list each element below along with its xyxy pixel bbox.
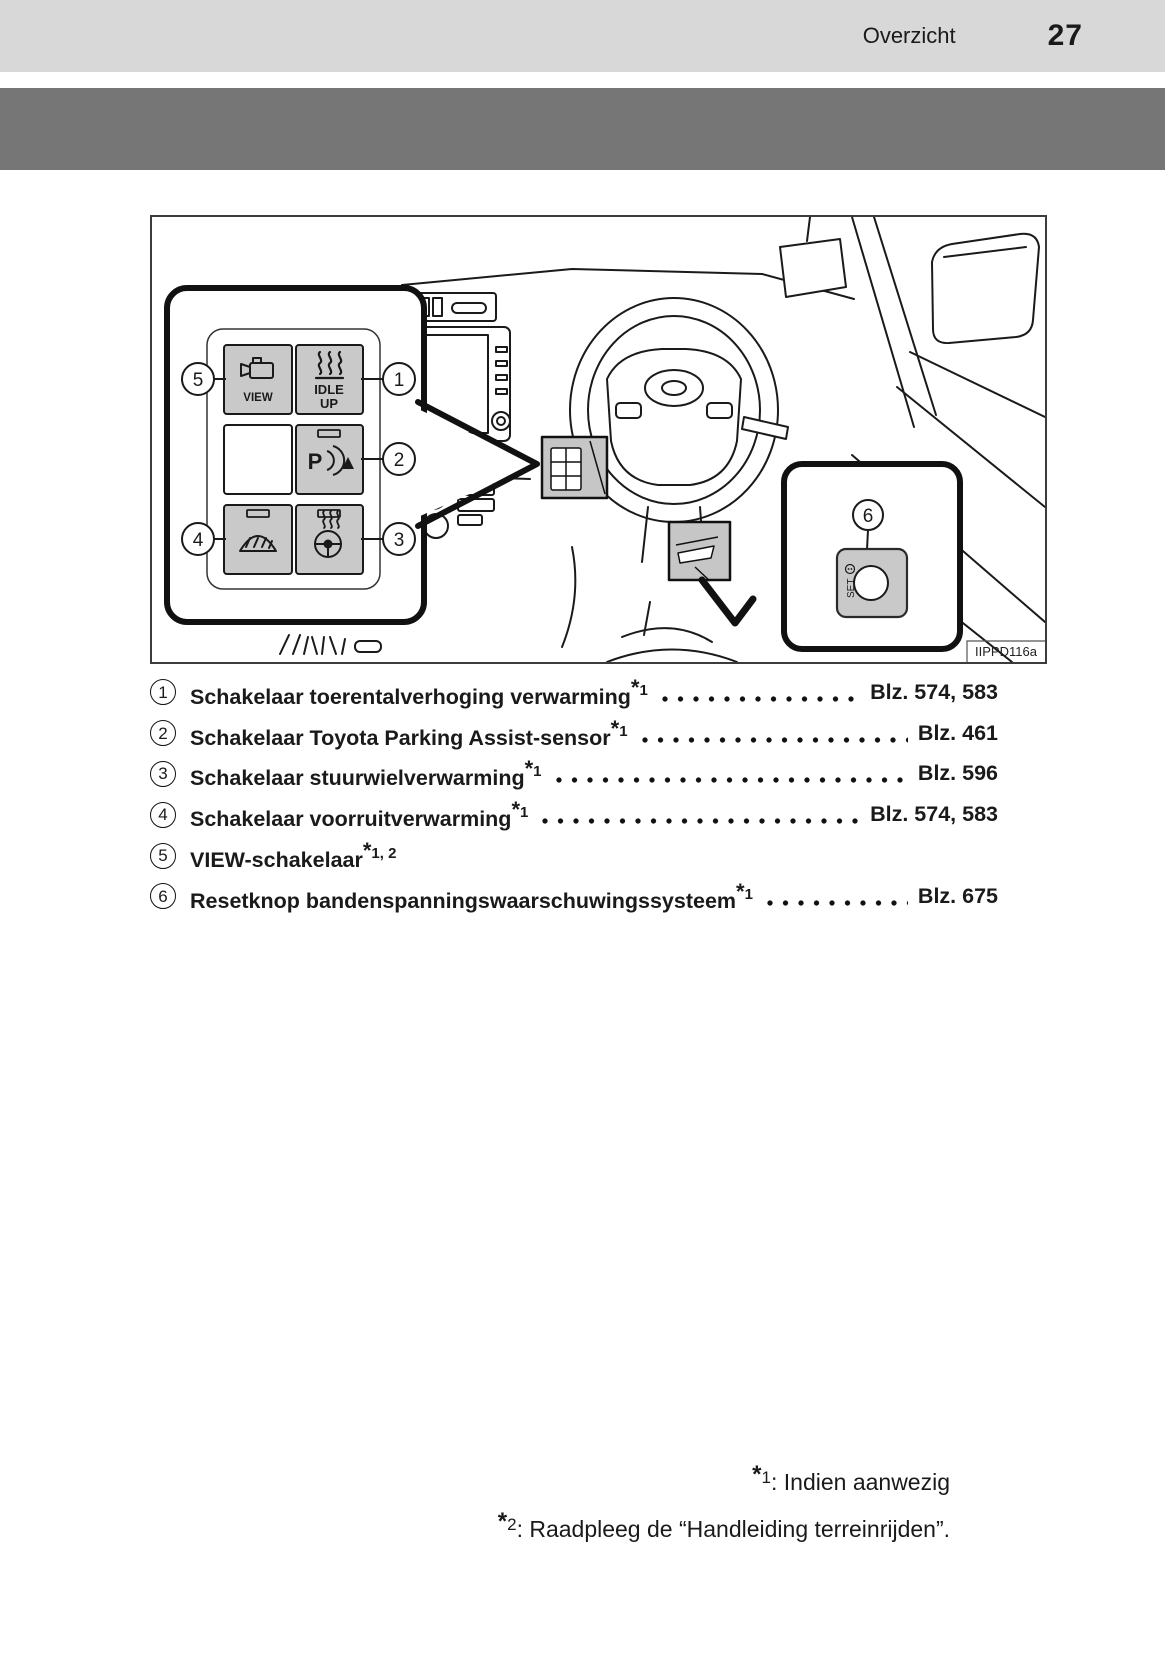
callout-4: 4 [192, 530, 204, 551]
side-mirror-icon [932, 234, 1039, 343]
section-band [0, 88, 1165, 170]
footnotes [0, 1455, 950, 1549]
set-button-label: SET [846, 578, 857, 598]
idle-up-label-1: IDLE [314, 382, 344, 397]
footnote-marker: * [736, 878, 745, 904]
item-label: Schakelaar voorruitverwarming*$^1$ [190, 797, 529, 832]
item-label: VIEW-schakelaar*$^{1, 2}$ [190, 838, 397, 873]
dashboard-figure [150, 215, 1047, 664]
tpms-set-button [837, 549, 907, 617]
callout-6: 6 [862, 506, 874, 527]
item-label: Schakelaar toerentalverhoging verwarming*$^1$ [190, 674, 648, 709]
dot-leader [556, 777, 908, 785]
heat-waves-icon [316, 352, 343, 378]
list-item [150, 835, 998, 876]
list-item [150, 754, 998, 795]
tpms-button-location-highlight [669, 522, 730, 581]
page-header [0, 0, 1165, 72]
svg-text:P: P [307, 449, 323, 474]
blank-switch [224, 425, 292, 494]
page-reference: Blz. 596 [917, 761, 998, 786]
item-label: Schakelaar Toyota Parking Assist-sensor*$^1$ [190, 715, 628, 750]
callout-2: 2 [393, 450, 405, 471]
steering-heater-switch [296, 505, 363, 574]
overview-list [150, 672, 998, 917]
footnote-marker: * [524, 756, 534, 782]
dot-leader [662, 695, 860, 703]
tpms-callout-box [784, 464, 960, 649]
page-reference: Blz. 461 [917, 720, 998, 745]
switch-panel-callout-box [167, 288, 537, 622]
item-number: 2 [150, 720, 176, 746]
footnote-marker: * [752, 1461, 762, 1488]
item-label: Resetknop bandenspanningswaarschuwingssysteem*$^1$ [190, 878, 753, 913]
switch-panel-location-highlight [542, 437, 607, 498]
dashboard-illustration [152, 217, 1045, 662]
page-reference: Blz. 574, 583 [870, 679, 998, 704]
chapter-title: Overzicht [862, 23, 956, 48]
dot-leader [542, 818, 860, 826]
callout-arrow [702, 580, 753, 623]
figure-code: IIPPD116a [975, 644, 1037, 659]
footnote-marker: * [497, 1508, 508, 1535]
list-item [150, 794, 998, 835]
footnote-marker: * [511, 797, 521, 823]
hatch-marks [280, 635, 381, 654]
item-number: 5 [150, 843, 176, 869]
item-number: 4 [150, 802, 176, 828]
item-label: Schakelaar stuurwielverwarming*$^1$ [190, 756, 542, 791]
figure-code-box [967, 641, 1045, 662]
list-item [150, 672, 998, 713]
footnote-marker: * [610, 715, 620, 741]
footnote-1: *$^1$: Indien aanwezig [752, 1461, 950, 1495]
footnote-2: *$^2$: Raadpleeg de “Handleiding terreinrijden”. [497, 1508, 950, 1542]
page-reference: Blz. 574, 583 [870, 802, 998, 827]
dot-leader [767, 899, 908, 907]
page-number: 27 [1047, 19, 1083, 52]
idle-up-label-2: UP [319, 396, 339, 411]
rearview-mirror-icon [780, 217, 846, 297]
view-switch-label: VIEW [243, 392, 273, 404]
dot-leader [642, 736, 908, 744]
callout-3: 3 [393, 530, 405, 551]
item-number: 1 [150, 679, 176, 705]
list-item [150, 713, 998, 754]
footnote-marker: * [630, 674, 640, 700]
callout-5: 5 [192, 370, 204, 391]
callout-pointer [418, 409, 537, 517]
footnote-marker: * [362, 838, 372, 864]
item-number: 3 [150, 761, 176, 787]
list-item [150, 876, 998, 917]
callout-1: 1 [393, 370, 405, 391]
parking-assist-switch [296, 425, 363, 494]
page-reference: Blz. 675 [917, 883, 998, 908]
item-number: 6 [150, 883, 176, 909]
